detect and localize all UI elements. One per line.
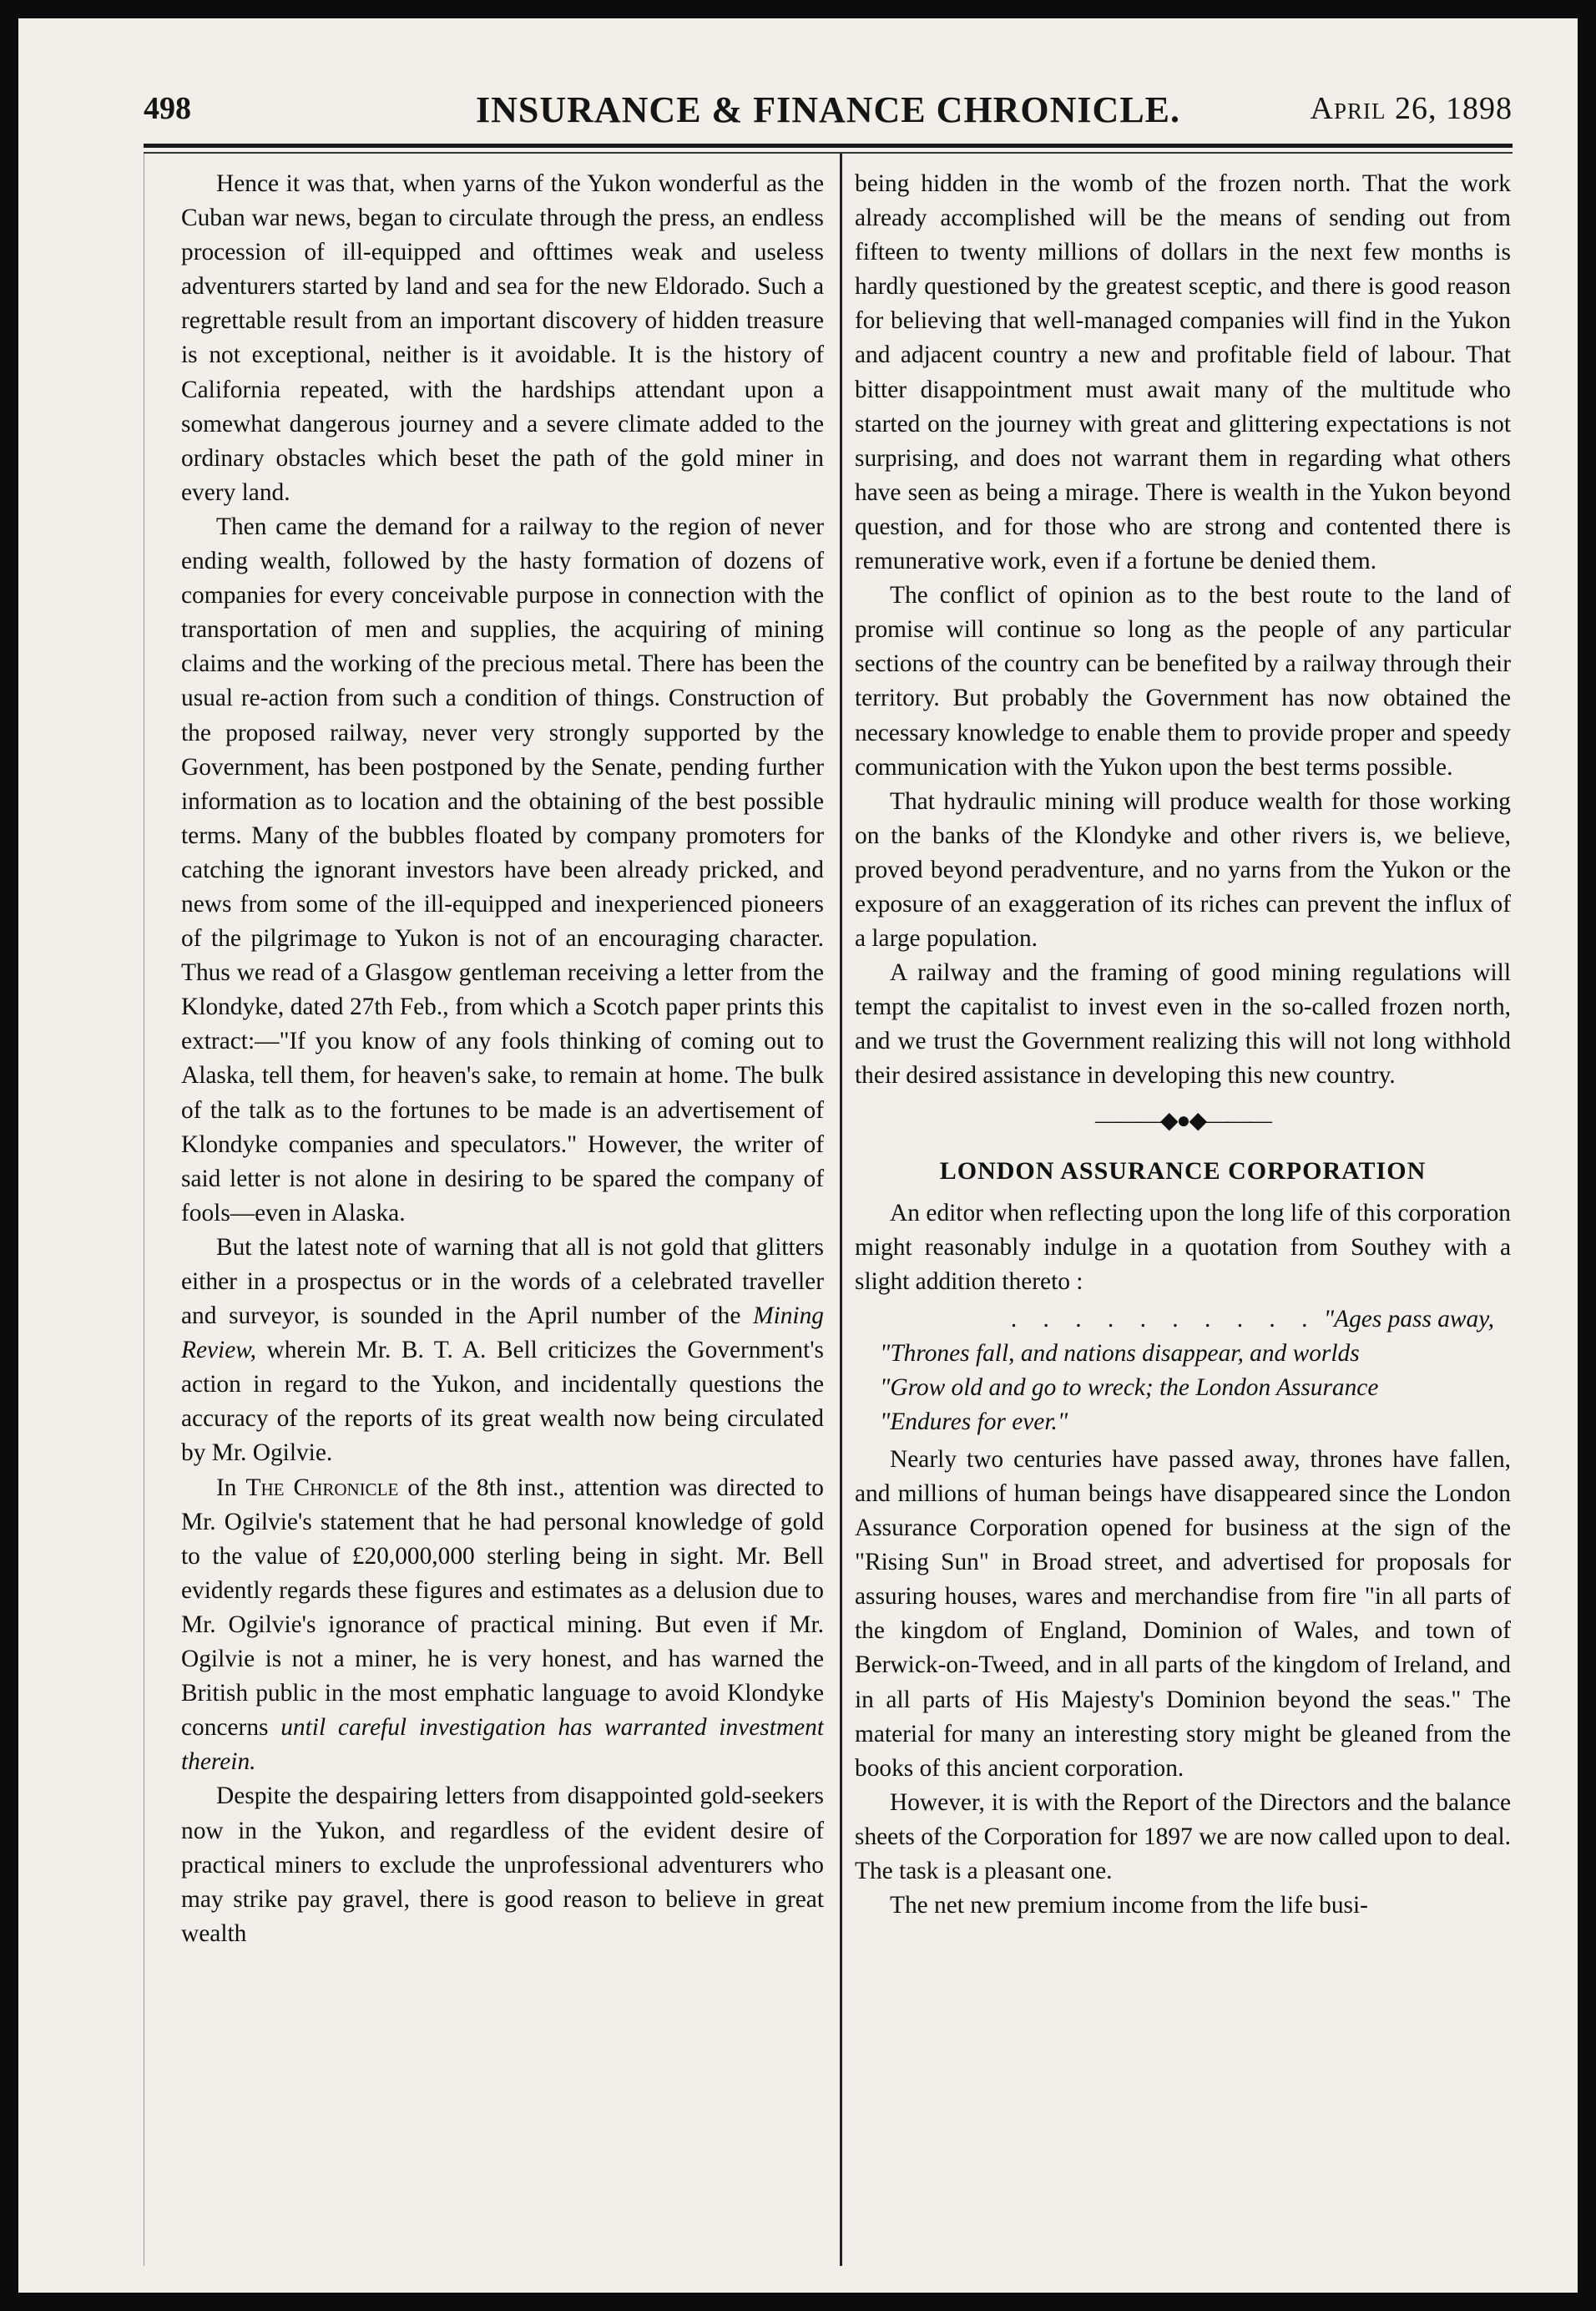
paragraph: However, it is with the Report of the Directors and the balance sheets of the Corporation for 1897 we are now called upon to deal. The task is a pleasant one.: [855, 1788, 1511, 1885]
verse-line: "Grow old and go to wreck; the London Assurance: [880, 1373, 1379, 1401]
paragraph: [181, 1471, 824, 1780]
verse-line: "Thrones fall, and nations disappear, and worlds: [880, 1339, 1360, 1367]
newspaper-page: [18, 18, 1578, 2293]
paragraph: A railway and the framing of good mining regulations will tempt the capitalist to invest even in the so-called frozen north, and we trust the Government realizing this will not long withhold their desired assistance in developing this new country.: [855, 959, 1511, 1090]
paragraph: The conflict of opinion as to the best route to the land of promise will continue so long as the people of any particular sections of the country can be benefited by a railway through their territory. But probably the Government has now obtained the necessary knowledge to enable them to provide proper and speedy communication with the Yukon upon the best terms possible.: [855, 582, 1511, 781]
paragraph: Hence it was that, when yarns of the Yukon wonderful as the Cuban war news, began to circulate through the press, an endless procession of ill-equipped and ofttimes weak and useless adventurers started by land and sea for the new Eldorado. Such a regrettable result from an important discovery of hidden treasure is not exceptional, neither is it avoidable. It is the history of California repeated, with the hardships attendant upon a somewhat dangerous journey and a severe climate added to the ordinary obstacles which beset the path of the gold miner in every land.: [181, 170, 824, 506]
page-header: [144, 88, 1513, 139]
paragraph: being hidden in the womb of the frozen north. That the work already accomplished will be the means of sending out from fifteen to twenty millions of dollars in the next few months is hardly questioned by the greatest sceptic, and there is good reason for believing that well-managed companies will find in the Yukon and adjacent country a new and profitable field of labour. That bitter disappointment must await many of the multitude who started on the journey with great and glittering expectations is not surprising, and does not warrant them in regarding what others have seen as being a mirage. There is wealth in the Yukon beyond question, and for those who are strong and contented there is remunerative work, even if a fortune be denied them.: [855, 170, 1511, 575]
emphasis-text: until careful investigation has warranted investment therein.: [181, 1714, 824, 1776]
page-number: 498: [144, 91, 191, 126]
issue-date: April 26, 1898: [1310, 91, 1513, 126]
paragraph: That hydraulic mining will produce wealth for those working on the banks of the Klondyke and other rivers is, we believe, proved beyond peradventure, and no yarns from the Yukon or the exposure of an exaggeration of its riches can prevent the influx of a large population.: [855, 787, 1511, 953]
header-rule-thin: [144, 152, 1513, 154]
left-column: [181, 167, 824, 2263]
paragraph: Despite the despairing letters from disappointed gold-seekers now in the Yukon, and regardless of the evident desire of practical miners to exclude the unprofessional adventurers who may strike pay gravel, there is good reason to believe in great wealth: [181, 1783, 824, 1947]
verse-text: "Ages pass away,: [1323, 1305, 1494, 1332]
verse-line: "Endures for ever.": [880, 1408, 1068, 1435]
verse-ellipsis: . . . . . . . . . .: [1010, 1305, 1318, 1332]
publication-title: INSURANCE & FINANCE CHRONICLE.: [475, 89, 1181, 130]
paragraph: Nearly two centuries have passed away, thrones have fallen, and millions of human beings have disappeared since the London Assurance Corporation opened for business at the sign of the "Rising Sun" in Broad street, and advertised for proposals for assuring houses, wares and merchandise from fire "in all parts of the kingdom of England, Dominion of Wales, and town of Berwick-on-Tweed, and in all parts of the kingdom of Ireland, and in all parts of His Majesty's Dominion beyond the seas." The material for many an interesting story might be gleaned from the books of this ancient corporation.: [855, 1445, 1511, 1782]
paragraph: The net new premium income from the life busi-: [890, 1892, 1368, 1919]
column-divider: [840, 154, 842, 2266]
paragraph: An editor when reflecting upon the long life of this corporation might reasonably indulge in a quotation from Southey with a slight addition thereto :: [855, 1199, 1511, 1295]
paragraph: [181, 1231, 824, 1471]
section-ornament: ———◆●◆———: [1095, 1107, 1270, 1134]
journal-title: Mining Review,: [181, 1302, 824, 1364]
right-column: [855, 167, 1511, 2263]
header-rule: [144, 144, 1513, 148]
paragraph: Then came the demand for a railway to the region of never ending wealth, followed by the hasty formation of dozens of companies for every conceivable purpose in connection with the transportation of men and supplies, the acquiring of mining claims and the working of the precious metal. There has been the usual re-action from such a condition of things. Construction of the proposed railway, never very strongly supported by the Government, has been postponed by the Senate, pending further information as to location and the obtaining of the best possible terms. Many of the bubbles floated by company promoters for catching the ignorant investors have been already pricked, and news from some of the ill-equipped and inexperienced pioneers of the pilgrimage to Yukon is not of an encouraging character. Thus we read of a Glasgow gentleman receiving a letter from the Klondyke, dated 27th Feb., from which a Scotch paper prints this extract:—"If you know of any fools thinking of coming out to Alaska, tell them, for heaven's sake, to remain at home. The bulk of the talk as to the fortunes to be made is an advertisement of Klondyke companies and speculators." However, the writer of said letter is not alone in desiring to be spared the company of fools—even in Alaska.: [181, 513, 824, 1226]
paragraph-text: of the 8th inst., attention was directed to Mr. Ogilvie's statement that he had personal knowledge of gold to the value of £20,000,000 sterling being in sight. Mr. Bell evidently regards these figures and estimates as a delusion due to Mr. Ogilvie's ignorance of practical mining. But even if Mr. Ogilvie is not a miner, he is very honest, and has warned the British public in the most emphatic language to avoid Klondyke concerns: [181, 1474, 824, 1742]
paragraph-text: In: [216, 1474, 246, 1501]
section-heading: LONDON ASSURANCE CORPORATION: [939, 1156, 1427, 1185]
verse-quotation: [880, 1302, 1511, 1439]
newspaper-name: The Chronicle: [245, 1474, 399, 1501]
paragraph-text: wherein Mr. B. T. A. Bell criticizes the Government's action in regard to the Yukon, and incidentally questions the accuracy of the reports of its great wealth now being circulated by Mr. Ogilvie.: [181, 1337, 824, 1467]
verse-line: [880, 1302, 1511, 1337]
paragraph-text: But the latest note of warning that all is not gold that glitters either in a prospectus or in the words of a celebrated traveller and surveyor, is sounded in the April number of the: [181, 1233, 824, 1330]
